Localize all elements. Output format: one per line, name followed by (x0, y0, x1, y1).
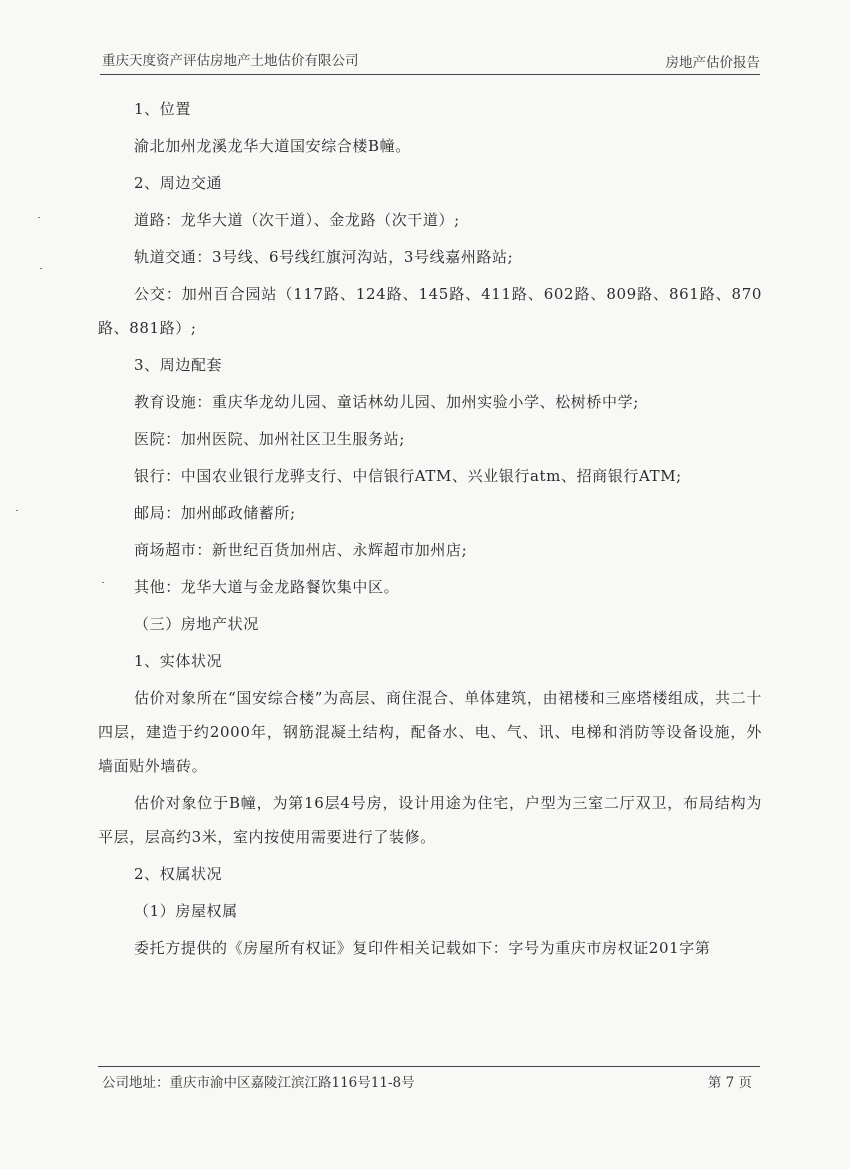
section-heading: 2、权属状况 (134, 865, 223, 883)
section-heading: 3、周边配套 (134, 356, 223, 374)
paragraph: 银行：中国农业银行龙骅支行、中信银行ATM、兴业银行atm、招商银行ATM; (134, 467, 682, 485)
document-body (98, 92, 762, 968)
report-type: 房地产估价报告 (665, 55, 760, 71)
paragraph: 估价对象所在“国安综合楼”为高层、商住混合、单体建筑，由裙楼和三座塔楼组成，共二十四层，建造于约2000年，钢筋混凝土结构，配备水、电、气、讯、电梯和消防等设备设施，外墙面贴外墙砖。 (98, 689, 762, 775)
page-header (100, 48, 760, 75)
scan-speck (40, 268, 42, 269)
company-address: 公司地址：重庆市渝中区嘉陵江滨江路116号11-8号 (102, 1075, 415, 1091)
scan-speck (38, 217, 40, 218)
section-heading: （三）房地产状况 (134, 615, 259, 633)
company-name: 重庆天度资产评估房地产土地估价有限公司 (102, 53, 359, 69)
scan-speck (16, 510, 18, 511)
paragraph: 轨道交通：3号线、6号线红旗河沟站，3号线嘉州路站; (134, 248, 514, 266)
page-number: 第 7 页 (707, 1075, 752, 1091)
section-heading: （1）房屋权属 (134, 902, 238, 920)
paragraph: 公交：加州百合园站（117路、124路、145路、411路、602路、809路、861路、870路、881路）; (98, 285, 762, 337)
section-heading: 1、位置 (134, 100, 191, 118)
paragraph: 教育设施：重庆华龙幼儿园、童话林幼儿园、加州实验小学、松树桥中学; (134, 393, 639, 411)
paragraph: 道路：龙华大道（次干道）、金龙路（次干道）; (134, 211, 460, 229)
page-footer (98, 1066, 760, 1091)
paragraph: 商场超市：新世纪百货加州店、永辉超市加州店; (134, 541, 468, 559)
paragraph: 医院：加州医院、加州社区卫生服务站; (134, 430, 405, 448)
section-heading: 1、实体状况 (134, 652, 223, 670)
paragraph: 其他：龙华大道与金龙路餐饮集中区。 (134, 578, 400, 596)
scan-speck (102, 582, 104, 583)
paragraph: 邮局：加州邮政储蓄所; (134, 504, 296, 522)
paragraph: 渝北加州龙溪龙华大道国安综合楼B幢。 (134, 137, 411, 155)
paragraph: 估价对象位于B幢，为第16层4号房，设计用途为住宅，户型为三室二厅双卫，布局结构为平层，层高约3米，室内按使用需要进行了装修。 (98, 794, 762, 846)
paragraph: 委托方提供的《房屋所有权证》复印件相关记载如下：字号为重庆市房权证201字第 (134, 939, 711, 957)
section-heading: 2、周边交通 (134, 174, 223, 192)
